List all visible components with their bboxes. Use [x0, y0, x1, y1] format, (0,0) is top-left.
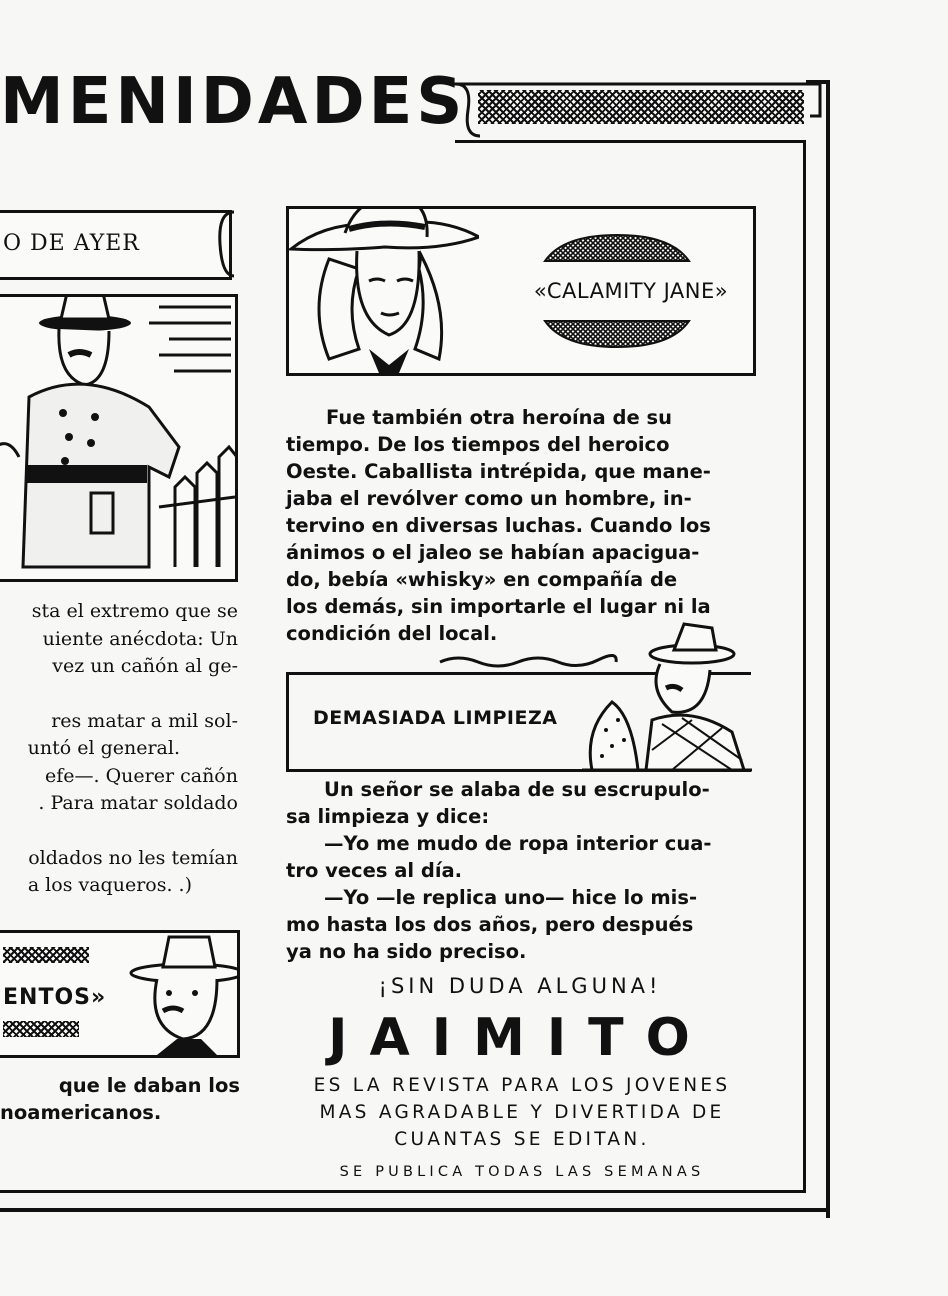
- caption-line: noamericanos.: [0, 1101, 162, 1124]
- left-line: [0, 681, 238, 708]
- calamity-line: tervino en diversas luchas. Cuando los: [286, 514, 711, 537]
- inner-frame-right: [803, 140, 806, 1193]
- soldier-illustration: [0, 294, 238, 582]
- limpieza-line: —Yo —le replica uno— hice lo mis-: [324, 886, 698, 909]
- left-caption: [0, 1072, 240, 1126]
- left-line: [0, 818, 238, 845]
- calamity-line: ánimos o el jaleo se habían apacigua-: [286, 541, 700, 564]
- limpieza-line: —Yo me mudo de ropa interior cua-: [324, 832, 712, 855]
- limpieza-title: DEMASIADA LIMPIEZA: [313, 707, 558, 729]
- calamity-jane-box: [286, 206, 756, 376]
- hatch-bar: [3, 1021, 79, 1037]
- ad-line: ES LA REVISTA PARA LOS JOVENES: [313, 1075, 731, 1096]
- calamity-line: Fue también otra heroína de su: [326, 406, 672, 429]
- calamity-jane-portrait: [289, 206, 479, 373]
- section-heading: MENIDADES: [0, 65, 467, 139]
- page-frame-bottom: [0, 1208, 826, 1212]
- caption-line: que le daban los: [58, 1074, 240, 1097]
- page-frame-right: [806, 80, 830, 1218]
- left-line: vez un cañón al ge-: [52, 655, 238, 677]
- calamity-bottom-ornament: [543, 319, 691, 349]
- limpieza-line: sa limpieza y dice:: [286, 805, 490, 828]
- limpieza-line: ya no ha sido preciso.: [286, 940, 527, 963]
- header-hatch-bar: [478, 90, 804, 124]
- cowboy-face-illustration: [117, 930, 237, 1055]
- calamity-line: tiempo. De los tiempos del heroico: [286, 433, 670, 456]
- left-title-text: O DE AYER: [3, 231, 140, 256]
- ad-line: CUANTAS SE EDITAN.: [394, 1129, 650, 1150]
- left-line: res matar a mil sol-: [51, 709, 238, 732]
- cactus-cowboy-illustration: [582, 620, 752, 778]
- ad-line: MAS AGRADABLE Y DIVERTIDA DE: [319, 1102, 725, 1123]
- left-line: oldados no les temían: [28, 846, 238, 869]
- limpieza-line: tro veces al día.: [286, 859, 463, 882]
- calamity-line: do, bebía «whisky» en compañía de: [286, 568, 678, 591]
- left-title-box: [0, 210, 232, 280]
- limpieza-line: Un señor se alaba de su escrupulo-: [324, 778, 710, 801]
- left-line: . Para matar soldado: [38, 792, 238, 814]
- ad-description: [280, 1072, 764, 1153]
- inner-frame-top: [455, 140, 805, 143]
- limpieza-paragraph: [286, 776, 754, 965]
- inner-frame-bottom: [0, 1190, 806, 1193]
- calamity-line: los demás, sin importarle el lugar ni la: [286, 595, 711, 618]
- left-banner-box: [0, 930, 240, 1058]
- hatch-bar: [3, 947, 89, 963]
- ad-footer: SE PUBLICA TODAS LAS SEMANAS: [339, 1164, 705, 1180]
- calamity-line: jaba el revólver como un hombre, in-: [286, 487, 692, 510]
- calamity-line: condición del local.: [286, 622, 498, 645]
- left-line: untó el general.: [27, 737, 180, 759]
- left-paragraph: [0, 598, 238, 900]
- left-line: uiente anécdota: Un: [42, 627, 238, 650]
- calamity-paragraph: [286, 404, 758, 647]
- left-banner-label: ENTOS»: [3, 985, 107, 1010]
- left-line: a los vaqueros. .): [27, 874, 192, 896]
- calamity-title: «CALAMITY JANE»: [533, 279, 729, 303]
- ad-brand: JAIMITO: [328, 1008, 712, 1068]
- calamity-top-ornament: [543, 233, 691, 263]
- calamity-line: Oeste. Caballista intrépida, que mane-: [286, 460, 711, 483]
- limpieza-line: mo hasta los dos años, pero después: [286, 913, 694, 936]
- left-title-bracket: [212, 208, 238, 280]
- left-line: sta el extremo que se: [31, 600, 238, 622]
- ad-tagline: ¡SIN DUDA ALGUNA!: [378, 974, 662, 998]
- left-line: efe—. Querer cañón: [45, 764, 238, 787]
